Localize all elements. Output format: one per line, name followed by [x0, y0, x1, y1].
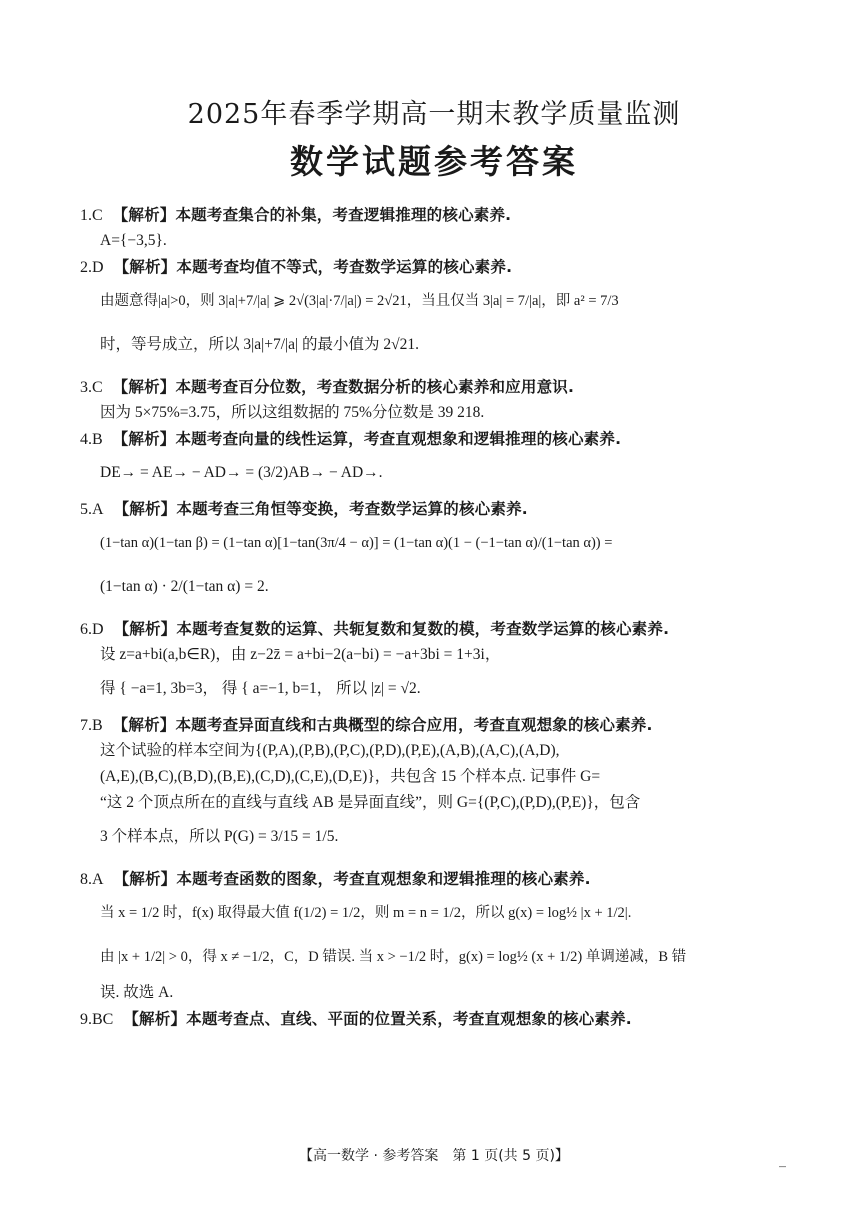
solution-line: 这个试验的样本空间为{(P,A),(P,B),(P,C),(P,D),(P,E),(A,B),(A,C),(A,D), [100, 742, 560, 759]
question-number: 4. [80, 431, 92, 448]
question-2 [80, 254, 792, 368]
analysis-heading: 【解析】本题考查点、直线、平面的位置关系，考查直观想象的核心素养. [123, 1010, 632, 1028]
solution-line: DE→ = AE→ − AD→ = (3/2)AB→ − AD→. [100, 464, 383, 481]
answer-choice: A [92, 501, 104, 518]
question-5 [80, 496, 792, 610]
question-head [80, 616, 792, 642]
question-head [80, 254, 792, 280]
analysis-heading: 【解析】本题考查异面直线和古典概型的综合应用，考查直观想象的核心素养. [112, 716, 653, 734]
question-number: 8. [80, 871, 92, 888]
question-1 [80, 202, 792, 254]
answer-choice: C [92, 207, 103, 224]
question-number: 1. [80, 207, 92, 224]
question-head [80, 712, 792, 738]
solution-line: “这 2 个顶点所在的直线与直线 AB 是异面直线”，则 G={(P,C),(P,D),(P,E)}，包含 [100, 794, 641, 811]
solution-line: 得 { −a=1, 3b=3， 得 { a=−1, b=1， 所以 |z| = √2. [100, 680, 421, 697]
question-head [80, 202, 792, 228]
question-6 [80, 616, 792, 712]
analysis-heading: 【解析】本题考查复数的运算、共轭复数和复数的模，考查数学运算的核心素养. [113, 620, 670, 638]
analysis-heading: 【解析】本题考查均值不等式，考查数学运算的核心素养. [113, 258, 513, 276]
question-8 [80, 866, 792, 1006]
solution-line: A={−3,5}. [100, 232, 167, 249]
question-number: 5. [80, 501, 92, 518]
answer-choice: BC [92, 1011, 114, 1028]
analysis-heading: 【解析】本题考查百分位数，考查数据分析的核心素养和应用意识. [112, 378, 575, 396]
question-head [80, 426, 792, 452]
question-number: 2. [80, 259, 92, 276]
question-number: 6. [80, 621, 92, 638]
solution-line: (A,E),(B,C),(B,D),(B,E),(C,D),(C,E),(D,E)}，共包含 15 个样本点. 记事件 G= [100, 768, 601, 785]
answer-choice: B [92, 431, 103, 448]
question-3 [80, 374, 792, 426]
question-4 [80, 426, 792, 496]
question-number: 9. [80, 1011, 92, 1028]
solution-line: 由题意得|a|>0，则 3|a|+7/|a| ⩾ 2√(3|a|·7/|a|) = 2√21，当且仅当 3|a| = 7/|a|，即 a² = 7/3 [100, 293, 619, 309]
exam-title: 2025年春季学期高一期末教学质量监测 [187, 99, 681, 130]
answers-body [80, 202, 792, 1032]
question-number: 7. [80, 717, 92, 734]
solution-line: 由 |x + 1/2| > 0，得 x ≠ −1/2，C，D 错误. 当 x > −1/2 时，g(x) = log½ (x + 1/2) 单调递减，B 错 [100, 949, 687, 965]
question-head [80, 866, 792, 892]
answer-choice: A [92, 871, 104, 888]
question-7 [80, 712, 792, 860]
solution-line: 3 个样本点，所以 P(G) = 3/15 = 1/5. [100, 828, 339, 845]
page-footer: 【高一数学 · 参考答案 第 1 页(共 5 页)】 [299, 1148, 569, 1164]
question-head [80, 374, 792, 400]
document-subtitle: 数学试题参考答案 [290, 142, 578, 181]
solution-line: 当 x = 1/2 时，f(x) 取得最大值 f(1/2) = 1/2，则 m = n = 1/2，所以 g(x) = log½ |x + 1/2|. [100, 905, 632, 921]
solution-line: 时，等号成立，所以 3|a|+7/|a| 的最小值为 2√21. [100, 336, 419, 353]
question-number: 3. [80, 379, 92, 396]
solution-line: (1−tan α) · 2/(1−tan α) = 2. [100, 578, 269, 595]
answer-choice: C [92, 379, 103, 396]
analysis-heading: 【解析】本题考查向量的线性运算，考查直观想象和逻辑推理的核心素养. [112, 430, 622, 448]
question-head [80, 1006, 792, 1032]
solution-line: 因为 5×75%=3.75，所以这组数据的 75%分位数是 39 218. [100, 404, 485, 421]
answer-choice: D [92, 259, 104, 276]
analysis-heading: 【解析】本题考查函数的图象，考查直观想象和逻辑推理的核心素养. [113, 870, 591, 888]
footer-mark: _ [779, 1152, 786, 1168]
solution-line: (1−tan α)(1−tan β) = (1−tan α)[1−tan(3π/4 − α)] = (1−tan α)(1 − (−1−tan α)/(1−tan α)) = [100, 535, 613, 551]
solution-line: 误. 故选 A. [100, 984, 174, 1001]
solution-line: 设 z=a+bi(a,b∈R)，由 z−2z̄ = a+bi−2(a−bi) = −a+3bi = 1+3i， [100, 646, 501, 663]
question-head [80, 496, 792, 522]
answer-choice: B [92, 717, 103, 734]
answer-choice: D [92, 621, 104, 638]
analysis-heading: 【解析】本题考查集合的补集，考查逻辑推理的核心素养. [112, 206, 512, 224]
question-9 [80, 1006, 792, 1032]
analysis-heading: 【解析】本题考查三角恒等变换，考查数学运算的核心素养. [113, 500, 528, 518]
